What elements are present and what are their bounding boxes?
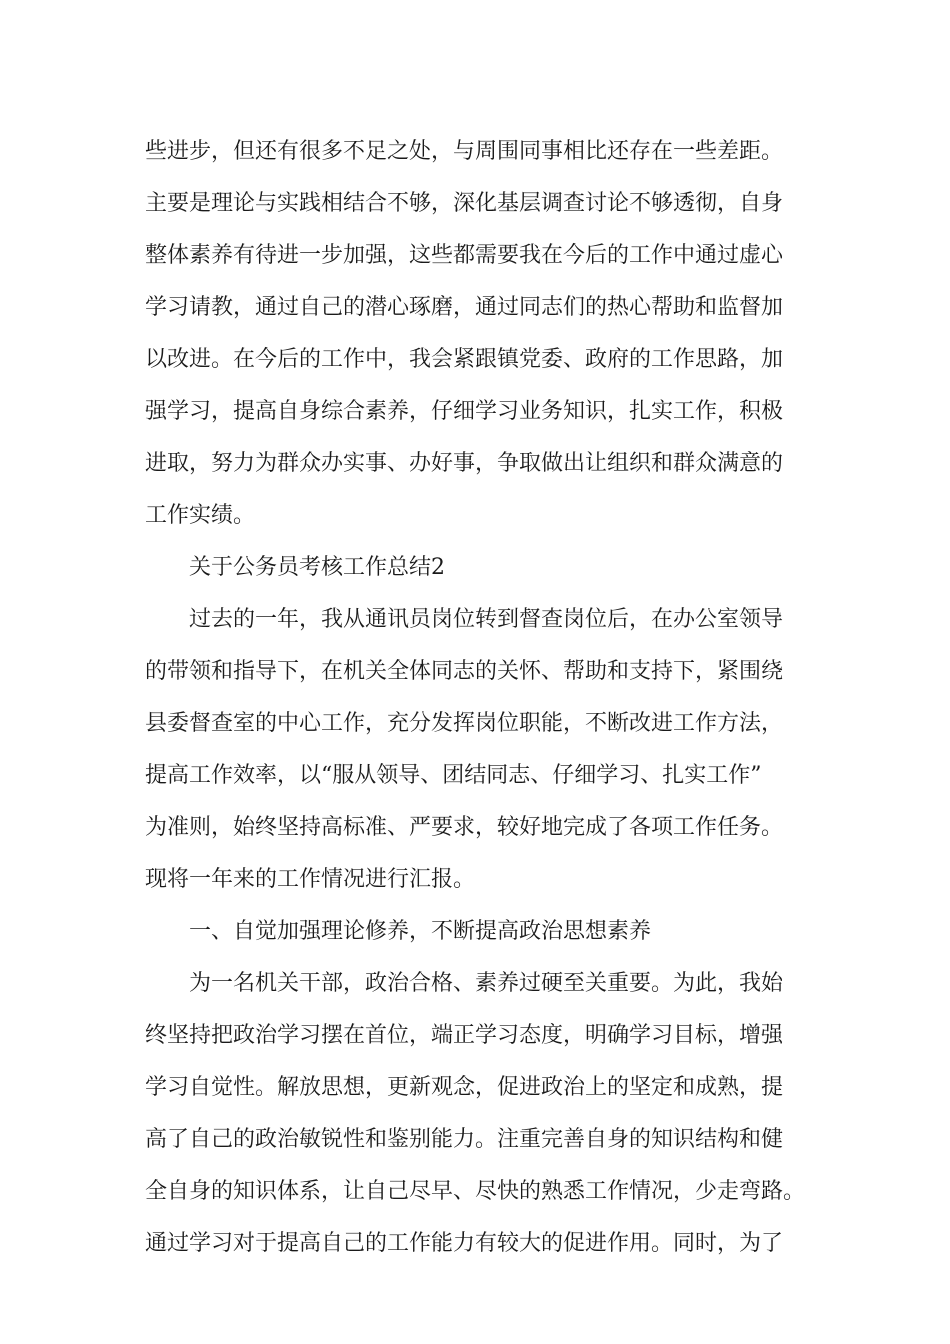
text-line: 学习自觉性。解放思想，更新观念，促进政治上的坚定和成熟，提 [145,1075,784,1100]
text-line: 主要是理论与实践相结合不够，深化基层调查讨论不够透彻，自身 [145,191,784,216]
text-line: 高了自己的政治敏锐性和鉴别能力。注重完善自身的知识结构和健 [145,1127,784,1152]
text-line: 提高工作效率，以“服从领导、团结同志、仔细学习、扎实工作” [145,763,762,788]
text-line: 全自身的知识体系，让自己尽早、尽快的熟悉工作情况，少走弯路。 [145,1179,806,1204]
subsection-heading: 一、自觉加强理论修养，不断提高政治思想素养 [189,919,652,944]
text-line: 县委督查室的中心工作，充分发挥岗位职能，不断改进工作方法， [145,711,784,736]
text-line: 工作实绩。 [145,503,256,528]
text-line: 过去的一年，我从通讯员岗位转到督查岗位后，在办公室领导 [189,607,784,632]
text-line: 为准则，始终坚持高标准、严要求，较好地完成了各项工作任务。 [145,815,784,840]
document-body [145,126,825,1270]
text-line: 学习请教，通过自己的潜心琢磨，通过同志们的热心帮助和监督加 [145,295,784,320]
text-line: 的带领和指导下，在机关全体同志的关怀、帮助和支持下，紧围绕 [145,659,784,684]
text-line: 以改进。在今后的工作中，我会紧跟镇党委、政府的工作思路，加 [145,347,784,372]
text-line: 终坚持把政治学习摆在首位，端正学习态度，明确学习目标，增强 [145,1023,784,1048]
text-line: 通过学习对于提高自己的工作能力有较大的促进作用。同时，为了 [145,1231,784,1256]
section-heading: 关于公务员考核工作总结2 [189,555,445,580]
text-line: 进取，努力为群众办实事、办好事，争取做出让组织和群众满意的 [145,451,784,476]
text-line: 为一名机关干部，政治合格、素养过硬至关重要。为此，我始 [189,971,784,996]
text-line: 整体素养有待进一步加强，这些都需要我在今后的工作中通过虚心 [145,243,784,268]
text-line: 现将一年来的工作情况进行汇报。 [145,867,476,892]
text-line: 些进步，但还有很多不足之处，与周围同事相比还存在一些差距。 [145,139,784,164]
text-line: 强学习，提高自身综合素养，仔细学习业务知识，扎实工作，积极 [145,399,784,424]
